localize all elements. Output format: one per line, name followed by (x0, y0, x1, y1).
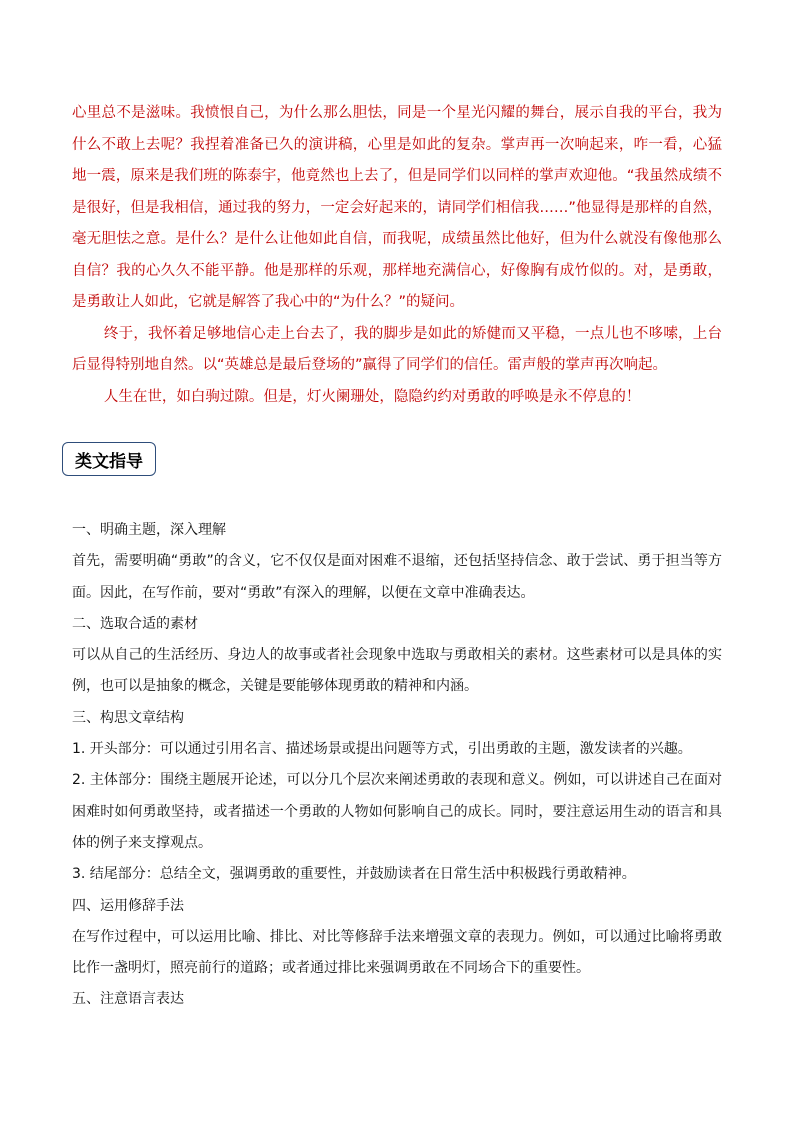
guide-heading-1: 一、明确主题，深入理解 (72, 522, 226, 538)
guide-heading-4: 四、运用修辞手法 (72, 897, 184, 914)
guide-paragraph-4: 在写作过程中，可以运用比喻、排比、对比等修辞手法来增强文章的表现力。例如，可以通过比喻将勇敢比作一盏明灯，照亮前行的道路；或者通过排比来强调勇敢在不同场合下的重要性。 (72, 928, 722, 977)
guide-heading-5: 五、注意语言表达 (72, 991, 184, 1008)
essay-paragraph-2: 终于，我怀着足够地信心走上台去了，我的脚步是如此的矫健而又平稳，一点儿也不哆嗦，上台后显得特别地自然。以“英雄总是最后登场的”赢得了同学们的信任。雷声般的掌声再次响起。 (72, 325, 722, 373)
essay-paragraph-1: 心里总不是滋味。我愤恨自己，为什么那么胆怯，同是一个星光闪耀的舞台，展示自我的平台，我为什么不敢上去呢？我捏着准备已久的演讲稿，心里是如此的复杂。掌声再一次响起来，咋一看，心猛地一震，原来是我们班的陈泰宇，他竟然也上去了，但是同学们以同样的掌声欢迎他。“我虽然成绩不是很好，但是我相信，通过我的努力，一定会好起来的，请同学们相信我……”他显得是那样的自然，毫无胆怯之意。是什么？是什么让他如此自信，而我呢，成绩虽然比他好，但为什么就没有像他那么自信？我的心久久不能平静。他是那样的乐观，那样地充满信心，好像胸有成竹似的。对，是勇敢，是勇敢让人如此，它就是解答了我心中的“为什么？”的疑问。 (72, 105, 722, 310)
guide-paragraph-2: 可以从自己的生活经历、身边人的故事或者社会现象中选取与勇敢相关的素材。这些素材可以是具体的实例，也可以是抽象的概念，关键是要能够体现勇敢的精神和内涵。 (72, 647, 722, 695)
guide-item-ending: 3. 结尾部分：总结全文，强调勇敢的重要性，并鼓励读者在日常生活中积极践行勇敢精神。 (72, 866, 636, 883)
essay-paragraph-3: 人生在世，如白驹过隙。但是，灯火阑珊处，隐隐约约对勇敢的呼唤是永不停息的！ (103, 388, 641, 405)
writing-guide (72, 515, 722, 1016)
section-heading: 类文指导 (62, 442, 156, 476)
guide-heading-3: 三、构思文章结构 (72, 709, 184, 726)
essay-excerpt (72, 98, 722, 413)
guide-item-opening: 1. 开头部分：可以通过引用名言、描述场景或提出问题等方式，引出勇敢的主题，激发读者的兴趣。 (72, 741, 692, 758)
guide-item-body: 2. 主体部分：围绕主题展开论述，可以分几个层次来阐述勇敢的表现和意义。例如，可以讲述自己在面对困难时如何勇敢坚持，或者描述一个勇敢的人物如何影响自己的成长。同时，要注意运用生动的语言和具体的例子来支撑观点。 (72, 772, 722, 851)
guide-paragraph-1: 首先，需要明确“勇敢”的含义，它不仅仅是面对困难不退缩，还包括坚持信念、敢于尝试、勇于担当等方面。因此，在写作前，要对“勇敢”有深入的理解，以便在文章中准确表达。 (72, 553, 722, 601)
guide-heading-2: 二、选取合适的素材 (72, 615, 198, 632)
